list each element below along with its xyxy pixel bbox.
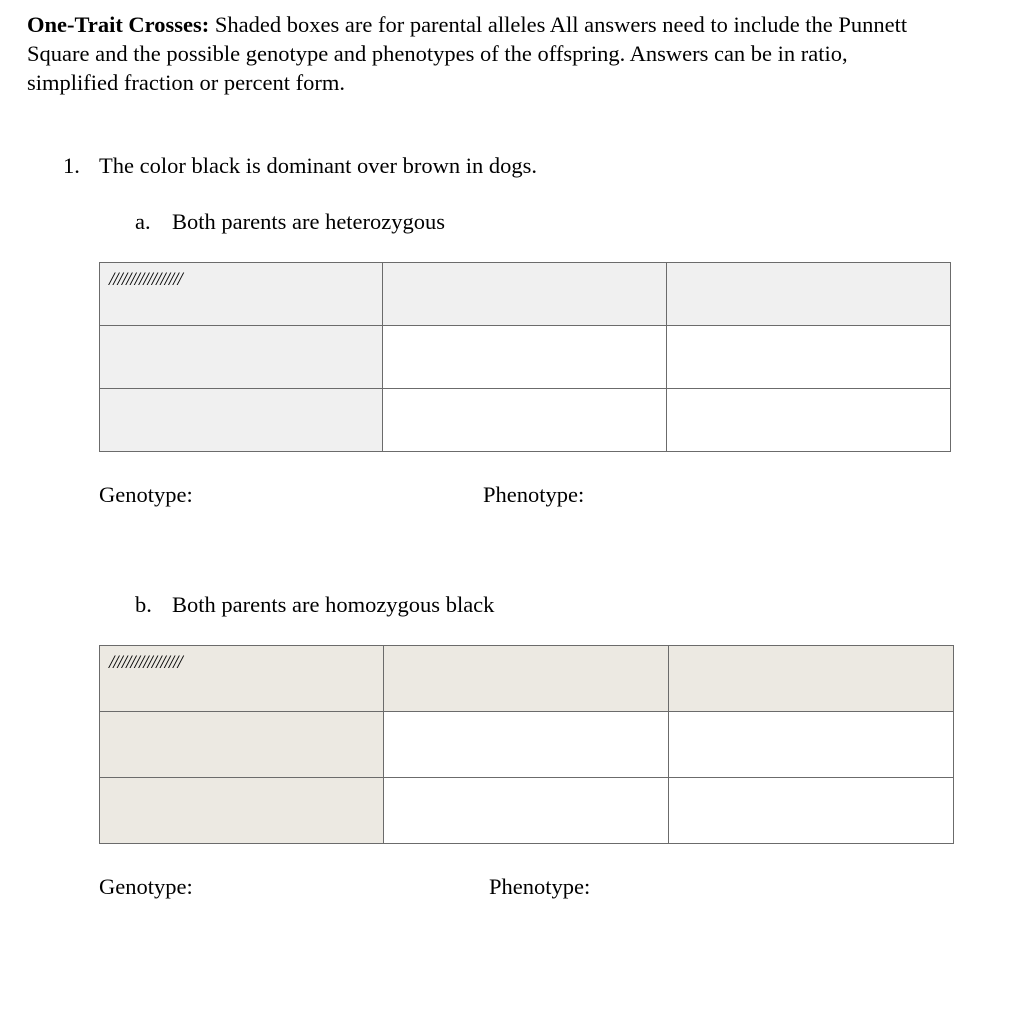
punnett-a-parent-allele-left-1[interactable] xyxy=(100,326,383,389)
instructions-body: Shaded boxes are for parental alleles All answers need to include the Punnett Square and the possible genotype and phenotypes of the offspring. Answers can be in ratio, simplified fraction or percent form. xyxy=(27,12,908,95)
punnett-a-offspring-cell[interactable] xyxy=(383,389,667,452)
punnett-square-b xyxy=(99,645,954,844)
question-1-text: The color black is dominant over brown in dogs. xyxy=(99,153,538,178)
punnett-b-offspring-cell[interactable] xyxy=(669,712,954,778)
part-a-phenotype-label: Phenotype: xyxy=(483,482,585,507)
punnett-b-corner-cell xyxy=(100,646,384,712)
punnett-a-offspring-cell[interactable] xyxy=(667,389,951,452)
part-a-letter: a. xyxy=(135,209,151,234)
instructions-paragraph xyxy=(27,10,927,97)
punnett-b-parent-allele-left-1[interactable] xyxy=(100,712,384,778)
punnett-a-parent-allele-top-1[interactable] xyxy=(383,263,667,326)
punnett-b-offspring-cell[interactable] xyxy=(384,778,669,844)
part-a-text: Both parents are heterozygous xyxy=(172,209,446,234)
punnett-square-a xyxy=(99,262,951,452)
part-b-letter: b. xyxy=(135,592,152,617)
part-b-phenotype-label: Phenotype: xyxy=(489,874,591,899)
punnett-a-offspring-cell[interactable] xyxy=(383,326,667,389)
punnett-b-parent-allele-top-2[interactable] xyxy=(669,646,954,712)
punnett-b-parent-allele-top-1[interactable] xyxy=(384,646,669,712)
question-1-number: 1. xyxy=(63,153,80,178)
punnett-a-parent-allele-top-2[interactable] xyxy=(667,263,951,326)
punnett-b-offspring-cell[interactable] xyxy=(669,778,954,844)
part-b-text: Both parents are homozygous black xyxy=(172,592,495,617)
punnett-a-parent-allele-left-2[interactable] xyxy=(100,389,383,452)
part-a-genotype-label: Genotype: xyxy=(99,482,193,507)
instructions-title: One-Trait Crosses: xyxy=(27,12,210,37)
punnett-b-corner-mark: ///////////////// xyxy=(109,652,182,673)
punnett-b-parent-allele-left-2[interactable] xyxy=(100,778,384,844)
punnett-a-corner-cell xyxy=(100,263,383,326)
punnett-b-offspring-cell[interactable] xyxy=(384,712,669,778)
punnett-a-corner-mark: ///////////////// xyxy=(109,269,182,290)
punnett-a-offspring-cell[interactable] xyxy=(667,326,951,389)
part-b-genotype-label: Genotype: xyxy=(99,874,193,899)
